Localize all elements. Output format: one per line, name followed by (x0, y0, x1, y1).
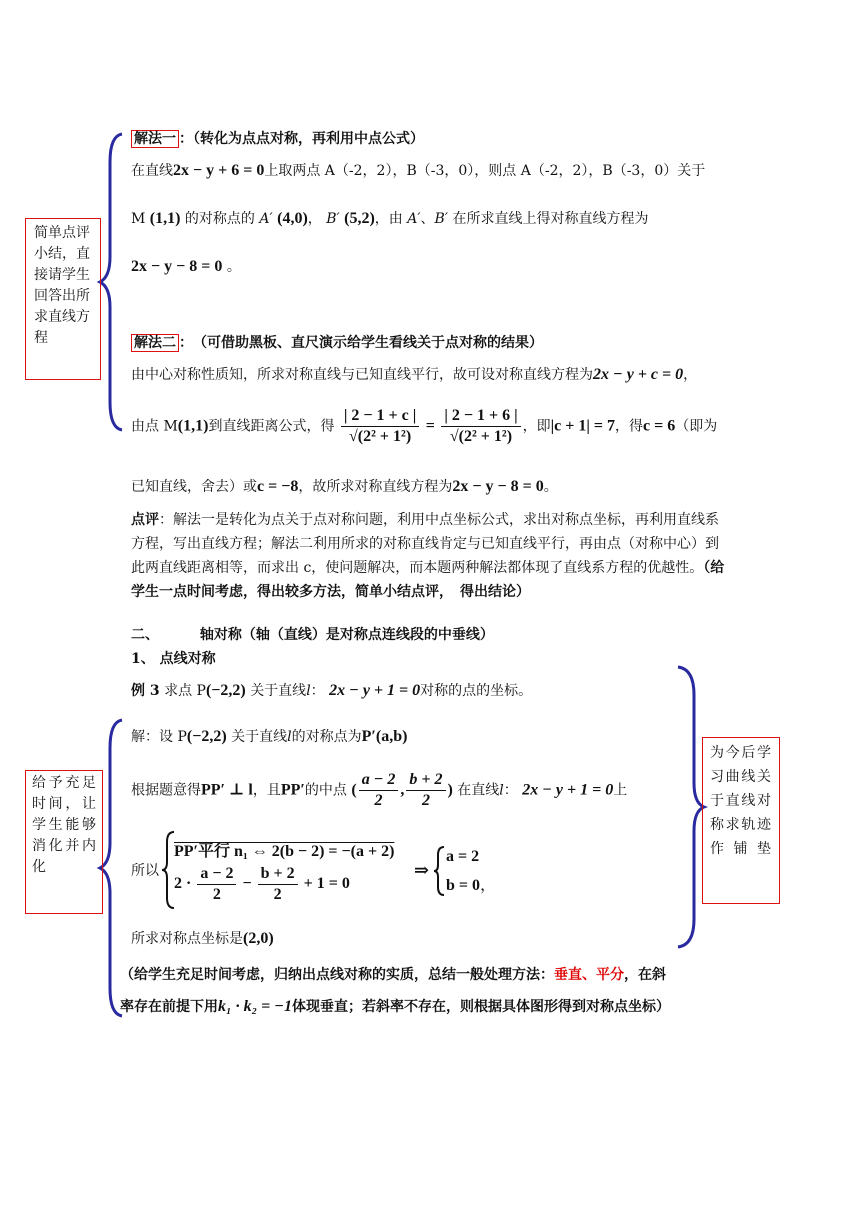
text: 关于直线 (231, 729, 288, 745)
segment-pp: PP′ (280, 781, 305, 799)
numerator: a − 2 (359, 770, 399, 791)
result-b (446, 872, 496, 895)
summary-line1 (120, 964, 666, 984)
text: 到直线距离公式，得 (208, 418, 335, 435)
example3-line (131, 680, 532, 700)
solution1-title: ：（转化为点点对称，再利用中点公式） (179, 131, 424, 147)
note-text: 为今后学习曲线关于直线对称求轨迹作铺垫 (710, 745, 772, 857)
numerator: | 2 − 1 + 6 | (441, 406, 520, 427)
text: 解：设 P (131, 729, 187, 745)
summary-line2 (120, 996, 670, 1016)
text: 在所求直线上得对称直线方程为 (452, 211, 649, 227)
text: 在直线 (131, 163, 173, 179)
comment-paragraph (131, 508, 731, 604)
text: （即为 (675, 418, 718, 435)
solution2-line2 (131, 406, 717, 447)
point-p: (−2,2) (205, 682, 246, 699)
point-m: (1,1) (149, 210, 181, 227)
numerator: b + 2 (406, 770, 445, 791)
text: 上 (613, 782, 628, 799)
point-p: (−2,2) (186, 728, 227, 745)
fraction (197, 864, 236, 905)
equation: 2x − y − 8 = 0 (452, 478, 544, 495)
numerator: | 2 − 1 + c | (341, 406, 419, 427)
distance-fraction-2 (441, 406, 520, 447)
denominator: √(2² + 1²) (349, 428, 412, 445)
system-eq-1: PP′平行 n₁ ⇔ 2(b − 2) = −(a + 2) (174, 843, 395, 860)
distance-fraction-1 (341, 406, 419, 447)
coord: (5,2) (344, 210, 375, 227)
text: 的对称点的 (184, 211, 255, 227)
example3-solution-line2: 根据题意得PP′ ⊥ l，且PP′的中点 ( $\frac{a - 2}{2}$ , $\frac{b + 2}{2}$ ) 在直线l： 2x − y + 1 = 0上 (131, 771, 628, 809)
text: 的对称点为 (291, 729, 362, 745)
numerator: b + 2 (258, 864, 298, 885)
subsection-heading: 1、 点线对称 (131, 651, 216, 667)
text: 求点 P (164, 683, 206, 699)
comment-label: 点评 (131, 512, 159, 528)
line-l: l (306, 683, 311, 699)
equals: = (425, 417, 435, 435)
section2-heading (131, 624, 494, 644)
text: ，即 (522, 418, 551, 435)
text: ，且 (252, 782, 281, 799)
result-a: a = 2 (446, 848, 480, 865)
solution1-heading (131, 128, 424, 148)
example3-solution-line1 (131, 726, 407, 746)
solution2-line1 (131, 364, 697, 384)
result: c = −8 (257, 478, 299, 495)
solution1-label: 解法一 (131, 130, 179, 148)
fraction (258, 864, 298, 905)
equation: 2x − y − 8 = 0 (131, 258, 223, 275)
point-m: (1,1) (177, 417, 209, 435)
equation: 2x − y + c = 0 (593, 366, 684, 383)
denominator: √(2² + 1²) (449, 428, 513, 445)
denominator: 2 (374, 792, 383, 809)
line-l: l (499, 782, 504, 799)
system-eq-2 (174, 864, 350, 905)
solution2-title: ： （可借助黑板、直尺演示给学生看线关于点对称的结果） (179, 335, 543, 351)
abs-equation: |c + 1| = 7 (550, 417, 615, 435)
text: 率存在前提下用 (120, 999, 218, 1015)
text: ，由 (374, 211, 403, 227)
solution2-label: 解法二 (131, 334, 179, 352)
equation: 2x − y + 6 = 0 (173, 162, 265, 179)
example-label: 例 3 (131, 683, 160, 699)
line-l: l (287, 729, 292, 745)
so-label: 所以 (131, 863, 159, 879)
left-brace-1 (100, 132, 130, 432)
result: c = 6 (643, 417, 676, 435)
text: ， (683, 367, 698, 383)
teacher-note-left-2 (25, 770, 103, 914)
comment-bold: （给学生一点时间考虑，得出较多方法，简单小结点评， 得出结论） (131, 560, 725, 600)
midpoint-x-fraction (359, 770, 399, 811)
minus: − (242, 875, 252, 893)
text: ， (480, 877, 497, 894)
text: 上取两点 A（-2，2），B（-3，0），则点 A（-2，2），B（-3，0）关于 (264, 163, 706, 179)
left-brace-2 (100, 718, 130, 1018)
teacher-note-left-1 (25, 218, 101, 380)
point-b-prime: B′ (326, 211, 340, 227)
text: 已知直线，舍去）或 (131, 479, 257, 495)
text: 所求对称点坐标是 (131, 931, 243, 947)
numerator: a − 2 (197, 864, 236, 885)
comment-text: ：解法一是转化为点关于点对称问题，利用中点坐标公式，求出对称点坐标，再利用直线系方程，写出直线方程；解法二利用所求的对称直线肯定与已知直线平行，再由点（对称中心）到此两直线距离相等，而求出 c，使问题解决，而本题两种解法都体现了直线系方程的优越性。 (131, 512, 719, 576)
text: （给学生充足时间考虑，归纳出点线对称的实质，总结一般处理方法： (120, 967, 554, 983)
equation: 2x − y + 1 = 0 (522, 781, 614, 799)
solution1-line2 (131, 208, 648, 228)
text: 2 · (174, 875, 192, 893)
text: ，在斜 (624, 967, 666, 983)
text: ， (307, 211, 322, 227)
highlight: 垂直、平分 (554, 967, 624, 983)
perpendicular: PP′ ⊥ l (201, 781, 253, 799)
section-title: 轴对称（轴（直线）是对称点连线段的中垂线） (199, 627, 494, 643)
answer-point: (2,0) (243, 930, 274, 947)
text: 由点 M (131, 418, 178, 435)
point-a-prime: A′ (407, 211, 421, 227)
text: b = 0 (446, 877, 481, 894)
text: 根据题意得 (131, 782, 201, 799)
text: 。 (543, 479, 558, 495)
solution1-line3 (131, 256, 241, 276)
solution2-heading (131, 332, 543, 352)
denominator: 2 (421, 792, 430, 809)
slope-product: k₁ · k₂ = −1 (218, 998, 292, 1015)
coord: (4,0) (277, 210, 308, 227)
denominator: 2 (273, 886, 282, 903)
text: + 1 = 0 (303, 875, 350, 893)
text: ，得 (615, 418, 643, 435)
text: M (131, 211, 146, 227)
text: 、 (420, 211, 435, 227)
text: 。 (226, 259, 241, 275)
point-a-prime: A′ (259, 211, 273, 227)
note-text: 给予充足时间，让学生能够消化并内化 (32, 775, 96, 875)
point-p-prime: P′(a,b) (361, 728, 408, 745)
solution2-line3 (131, 476, 558, 496)
implies: ⇒ (414, 860, 430, 880)
text: ： (310, 683, 325, 699)
text: ，故所求对称直线方程为 (298, 479, 453, 495)
section-number: 二、 (131, 627, 159, 643)
answer-line (131, 928, 274, 948)
note-text: 简单点评小结，直接请学生回答出所求直线方程 (34, 225, 90, 346)
point-b-prime: B′ (434, 211, 449, 227)
text: ： (503, 782, 518, 799)
text: 由中心对称性质知，所求对称直线与已知直线平行，故可设对称直线方程为 (131, 367, 593, 383)
midpoint-y-fraction (406, 770, 445, 811)
teacher-note-right (702, 737, 780, 904)
result-brace (434, 845, 446, 897)
solution1-line1 (131, 160, 705, 180)
text: 在直线 (457, 782, 500, 799)
text: 关于直线 (250, 683, 307, 699)
text: 的中点 (304, 782, 347, 799)
denominator: 2 (212, 886, 221, 903)
text: 对称的点的坐标。 (420, 683, 533, 699)
equation: 2x − y + 1 = 0 (329, 682, 421, 699)
text: 体现垂直；若斜率不存在，则根据具体图形得到对称点坐标） (291, 999, 670, 1015)
